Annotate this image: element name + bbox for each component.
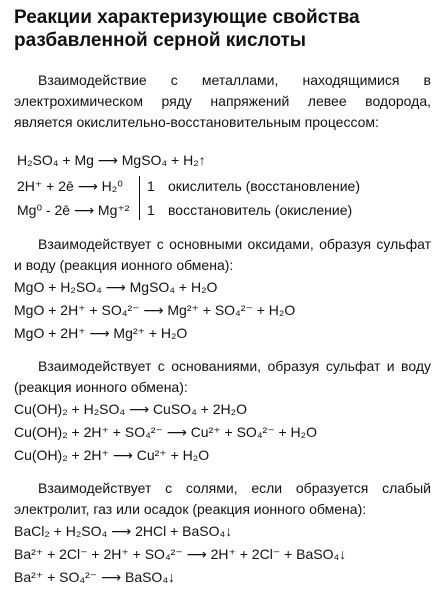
coefficient-oxidation: 1 — [147, 202, 155, 218]
salt-equation-3: Ba²⁺ + SO₄²⁻ ⟶ BaSO₄↓ — [14, 569, 176, 585]
base-equation-1: Cu(OH)₂ + H₂SO₄ ⟶ CuSO₄ + 2H₂O — [14, 401, 247, 417]
salt-equation-2: Ba²⁺ + 2Cl⁻ + 2H⁺ + SO₄²⁻ ⟶ 2H⁺ + 2Cl⁻ + BaSO₄↓ — [14, 546, 347, 562]
oxide-equation-2: MgO + 2H⁺ + SO₄²⁻ ⟶ Mg²⁺ + SO₄²⁻ + H₂O — [14, 302, 296, 318]
half-reaction-oxidation: Mg⁰ - 2ē ⟶ Mg⁺² — [17, 202, 130, 218]
coefficient-reduction: 1 — [147, 178, 155, 194]
role-reducer: восстановитель (окисление) — [168, 202, 353, 218]
half-reaction-reduction: 2H⁺ + 2ē ⟶ H₂⁰ — [17, 178, 123, 194]
role-oxidizer: окислитель (восстановление) — [168, 178, 361, 194]
oxide-equation-1: MgO + H₂SO₄ ⟶ MgSO₄ + H₂O — [14, 279, 218, 295]
salts-paragraph: Взаимодействует с солями, если образуется слабый электролит, газ или осадок (реакция ионного обмена): — [14, 480, 431, 517]
oxide-equation-3: MgO + 2H⁺ ⟶ Mg²⁺ + H₂O — [14, 325, 188, 341]
base-equation-2: Cu(OH)₂ + 2H⁺ + SO₄²⁻ ⟶ Cu²⁺ + SO₄²⁻ + H₂O — [14, 424, 317, 440]
redox-block — [17, 150, 437, 222]
base-equation-3: Cu(OH)₂ + 2H⁺ ⟶ Cu²⁺ + H₂O — [14, 447, 210, 463]
salt-equation-1: BaCl₂ + H₂SO₄ ⟶ 2HCl + BaSO₄↓ — [14, 523, 233, 539]
metals-paragraph: Взаимодействие с металлами, находящимися в электрохимическом ряду напряжений левее водорода, является окислительно-восстановительным процессом: — [14, 72, 431, 130]
page-title: Реакции характеризующие свойства разбавленной серной кислоты — [14, 7, 360, 51]
oxides-paragraph: Взаимодействует с основными оксидами, образуя сульфат и воду (реакция ионного обмена): — [14, 236, 431, 273]
bases-paragraph: Взаимодействует с основаниями, образуя сульфат и воду (реакция ионного обмена): — [14, 358, 431, 395]
redox-main-equation: H₂SO₄ + Mg ⟶ MgSO₄ + H₂↑ — [17, 152, 206, 168]
redox-divider — [139, 176, 140, 220]
